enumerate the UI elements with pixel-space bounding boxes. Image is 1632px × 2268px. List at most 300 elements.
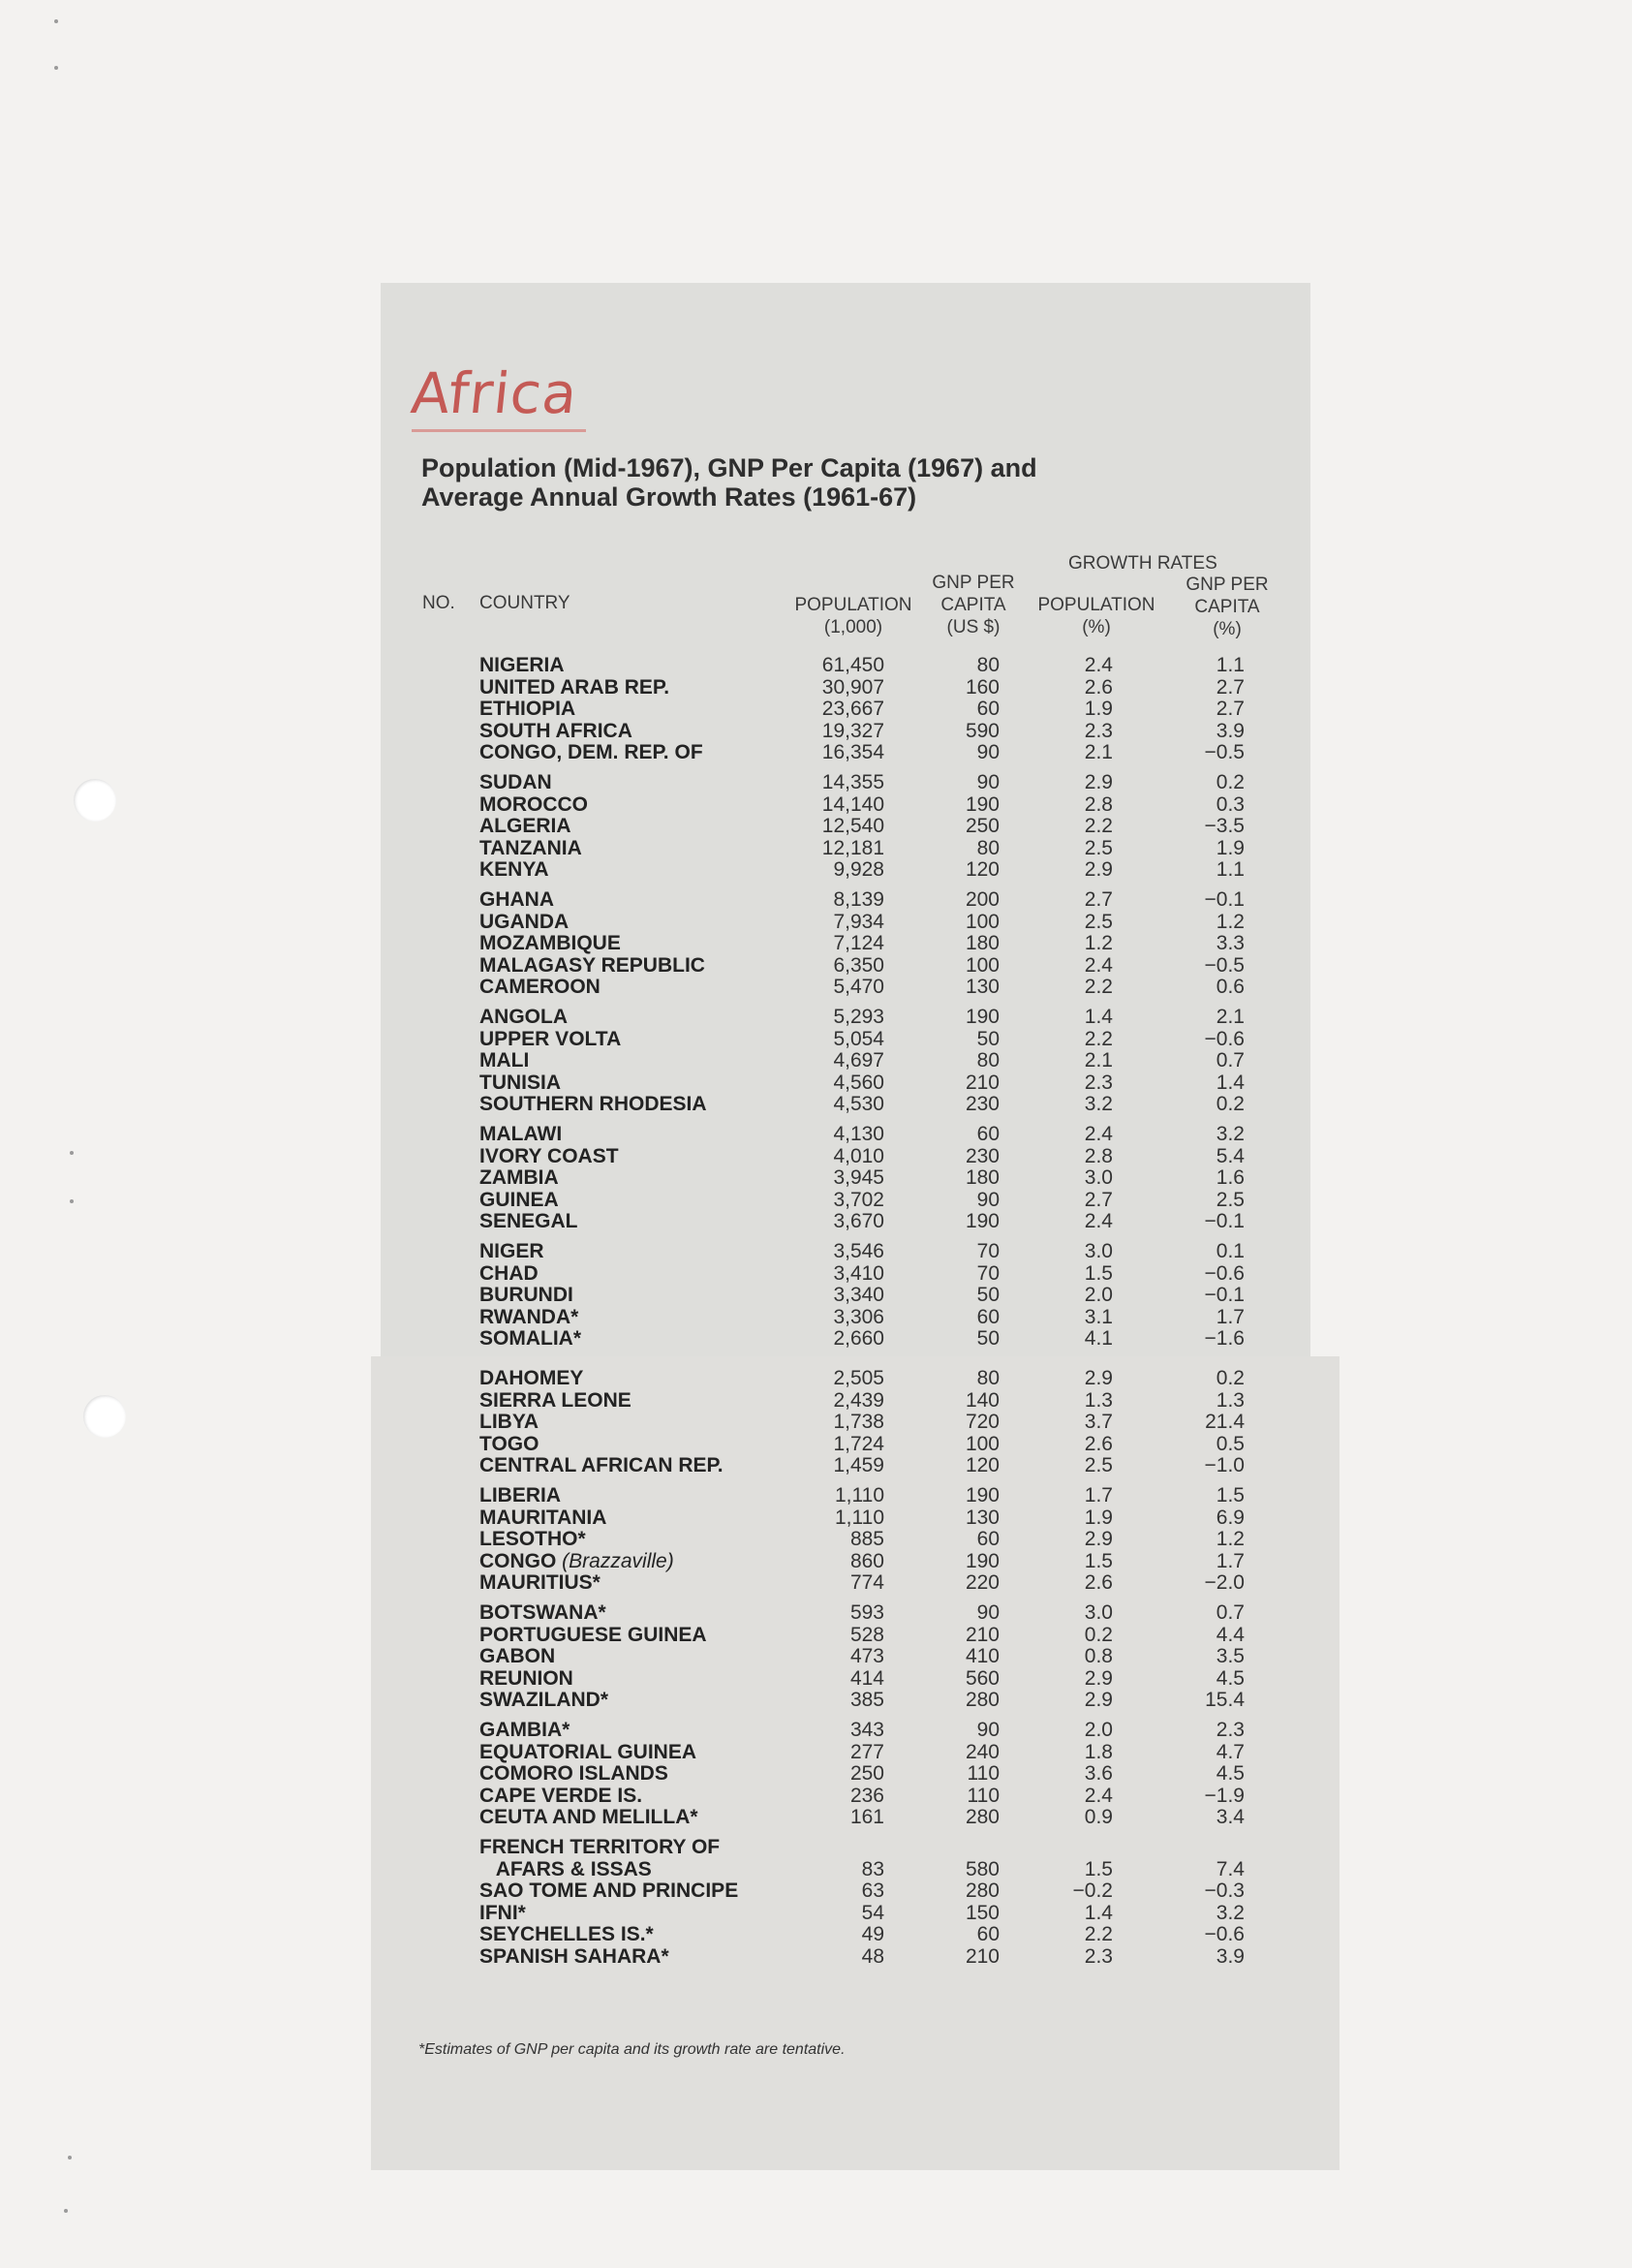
table-row	[0, 911, 1632, 933]
country-name: BOTSWANA*	[479, 1601, 606, 1624]
table-row	[0, 1806, 1632, 1828]
gnp-per-capita-value: 220	[965, 1571, 1000, 1595]
gnp-per-capita-value: 190	[965, 1006, 1000, 1028]
table-row	[0, 1880, 1632, 1902]
gnp-growth-value: 0.5	[1216, 1432, 1245, 1455]
gnp-per-capita-value: 240	[965, 1740, 1000, 1763]
table-row	[0, 815, 1632, 837]
population-growth-value: 0.2	[1084, 1623, 1113, 1646]
population-growth-value: 2.9	[1084, 1689, 1113, 1712]
country-name: NIGERIA	[479, 654, 565, 676]
table-row	[0, 1571, 1632, 1594]
population-value: 473	[849, 1645, 884, 1668]
header-no: NO.	[422, 593, 455, 613]
population-value: 23,667	[821, 698, 884, 721]
gnp-growth-value: −0.1	[1204, 1284, 1245, 1307]
gnp-growth-value: 3.5	[1216, 1645, 1245, 1668]
table-row	[0, 1072, 1632, 1094]
table-row	[0, 1411, 1632, 1433]
population-value: 63	[861, 1880, 884, 1903]
gnp-per-capita-value: 80	[976, 654, 1000, 676]
table-row	[0, 1166, 1632, 1189]
table-row	[0, 1762, 1632, 1785]
population-value: 161	[849, 1806, 884, 1829]
population-value: 4,560	[833, 1071, 884, 1094]
population-value: 5,470	[833, 976, 884, 999]
gnp-growth-value: −1.9	[1204, 1784, 1245, 1807]
country-name: IFNI*	[479, 1901, 526, 1924]
gnp-growth-value: −0.1	[1204, 1210, 1245, 1233]
gnp-growth-value: 2.7	[1216, 698, 1245, 721]
footnote: *Estimates of GNP per capita and its growth rate are tentative.	[418, 2041, 846, 2058]
gnp-per-capita-value: 250	[965, 815, 1000, 838]
population-value: 3,546	[833, 1240, 884, 1262]
population-value: 1,738	[833, 1411, 884, 1434]
gnp-per-capita-value: 130	[965, 1506, 1000, 1529]
population-value: 9,928	[833, 858, 884, 882]
table-row	[0, 676, 1632, 699]
gnp-growth-value: −0.5	[1204, 953, 1245, 977]
gnp-per-capita-value: 90	[976, 771, 1000, 793]
gnp-growth-value: 0.6	[1216, 976, 1245, 999]
gnp-growth-value: −0.1	[1204, 888, 1245, 911]
table-row	[0, 1719, 1632, 1741]
gnp-growth-value: 3.3	[1216, 932, 1245, 955]
gnp-per-capita-value: 560	[965, 1666, 1000, 1690]
gnp-per-capita-value: 410	[965, 1645, 1000, 1668]
population-value: 16,354	[821, 741, 884, 764]
population-growth-value: 1.2	[1084, 932, 1113, 955]
population-value: 30,907	[821, 675, 884, 699]
table-row	[0, 741, 1632, 763]
country-name: NIGER	[479, 1240, 544, 1262]
population-growth-value: 2.3	[1084, 1945, 1113, 1968]
table-row	[0, 1389, 1632, 1412]
gnp-growth-value: 1.7	[1216, 1305, 1245, 1328]
table-row	[0, 1189, 1632, 1211]
header-gnp-growth-line1: GNP PER	[1186, 575, 1269, 595]
table-row	[0, 1785, 1632, 1807]
table-row	[0, 1689, 1632, 1711]
population-growth-value: 1.9	[1084, 1506, 1113, 1529]
table-row	[0, 793, 1632, 816]
gnp-per-capita-value: 90	[976, 1601, 1000, 1624]
population-value: 4,697	[833, 1049, 884, 1072]
population-value: 1,110	[835, 1484, 884, 1507]
population-growth-value: −0.2	[1072, 1880, 1113, 1903]
population-growth-value: 2.9	[1084, 771, 1113, 793]
table-row	[0, 837, 1632, 859]
population-value: 19,327	[821, 719, 884, 742]
population-growth-value: 2.5	[1084, 910, 1113, 933]
table-row	[0, 1945, 1632, 1968]
population-growth-value: 1.5	[1084, 1549, 1113, 1572]
population-growth-value: 2.9	[1084, 1367, 1113, 1389]
population-value: 1,724	[833, 1432, 884, 1455]
population-growth-value: 2.0	[1084, 1719, 1113, 1741]
population-growth-value: 3.0	[1084, 1601, 1113, 1624]
gnp-growth-value: 1.5	[1216, 1484, 1245, 1507]
gnp-growth-value: 1.2	[1216, 910, 1245, 933]
header-country: COUNTRY	[479, 593, 570, 613]
country-name: CAPE VERDE IS.	[479, 1784, 643, 1807]
population-growth-value: 2.4	[1084, 1123, 1113, 1145]
table-row	[0, 1484, 1632, 1507]
gnp-growth-value: 7.4	[1216, 1857, 1245, 1880]
gnp-growth-value: −2.0	[1204, 1571, 1245, 1595]
population-growth-value: 1.3	[1084, 1388, 1113, 1412]
country-name: ZAMBIA	[479, 1166, 559, 1190]
population-growth-value: 2.9	[1084, 858, 1113, 882]
table-row	[0, 1327, 1632, 1350]
table-row	[0, 1210, 1632, 1232]
gnp-per-capita-value: 110	[967, 1784, 1000, 1807]
population-growth-value: 2.9	[1084, 1666, 1113, 1690]
population-value: 3,945	[833, 1166, 884, 1190]
gnp-per-capita-value: 720	[965, 1411, 1000, 1434]
table-title	[421, 453, 1196, 512]
population-growth-value: 2.5	[1084, 836, 1113, 859]
table-row	[0, 654, 1632, 676]
population-value: 860	[849, 1549, 884, 1572]
population-growth-value: 2.6	[1084, 675, 1113, 699]
gnp-per-capita-value: 280	[965, 1806, 1000, 1829]
country-name: ANGOLA	[479, 1006, 568, 1028]
gnp-per-capita-value: 60	[976, 1528, 1000, 1551]
gnp-growth-value: 2.1	[1216, 1006, 1245, 1028]
gnp-growth-value: 4.4	[1216, 1623, 1245, 1646]
population-growth-value: 2.1	[1084, 1049, 1113, 1072]
gnp-growth-value: −0.3	[1204, 1880, 1245, 1903]
table-row	[0, 1667, 1632, 1690]
population-value: 277	[849, 1740, 884, 1763]
table-row	[0, 1123, 1632, 1145]
gnp-per-capita-value: 130	[965, 976, 1000, 999]
speck	[68, 2156, 72, 2159]
population-value: 54	[861, 1901, 884, 1924]
speck	[54, 66, 58, 70]
speck	[54, 19, 58, 23]
country-name: CONGO (Brazzaville)	[479, 1549, 674, 1572]
table-row	[0, 1262, 1632, 1285]
population-value: 236	[849, 1784, 884, 1807]
country-name: FRENCH TERRITORY OF	[479, 1836, 721, 1858]
table-row	[0, 1454, 1632, 1476]
gnp-per-capita-value: 190	[965, 1210, 1000, 1233]
country-name: SOUTH AFRICA	[479, 719, 632, 742]
table-row	[0, 1367, 1632, 1389]
header-gnp-growth-line2: CAPITA	[1194, 597, 1260, 617]
population-growth-value: 2.0	[1084, 1284, 1113, 1307]
population-value: 250	[849, 1762, 884, 1786]
gnp-growth-value: 1.2	[1216, 1528, 1245, 1551]
gnp-per-capita-value: 100	[965, 910, 1000, 933]
title-line-1: Population (Mid-1967), GNP Per Capita (1967) and	[421, 453, 1037, 482]
population-value: 7,934	[833, 910, 884, 933]
table-row	[0, 1645, 1632, 1667]
population-growth-value: 2.2	[1084, 1923, 1113, 1946]
population-growth-value: 2.2	[1084, 976, 1113, 999]
population-value: 3,306	[833, 1305, 884, 1328]
population-value: 49	[861, 1923, 884, 1946]
population-growth-value: 2.7	[1084, 888, 1113, 911]
population-value: 2,505	[833, 1367, 884, 1389]
gnp-growth-value: 0.2	[1216, 771, 1245, 793]
gnp-growth-value: 4.5	[1216, 1666, 1245, 1690]
header-gnp-per-capita	[922, 572, 1025, 638]
gnp-per-capita-value: 80	[976, 836, 1000, 859]
gnp-per-capita-value: 180	[965, 1166, 1000, 1190]
speck	[64, 2209, 68, 2213]
table-row	[0, 1028, 1632, 1050]
population-growth-value: 2.8	[1084, 792, 1113, 816]
table-row	[0, 720, 1632, 742]
gnp-growth-value: 21.4	[1205, 1411, 1245, 1434]
gnp-growth-value: −0.6	[1204, 1923, 1245, 1946]
table-row	[0, 1741, 1632, 1763]
table-row	[0, 888, 1632, 911]
header-pop-growth-unit: (%)	[1082, 617, 1111, 637]
table-row	[0, 1550, 1632, 1572]
population-value: 4,010	[833, 1144, 884, 1167]
population-value: 6,350	[833, 953, 884, 977]
population-growth-value: 2.2	[1084, 1027, 1113, 1050]
population-growth-value: 1.9	[1084, 698, 1113, 721]
population-growth-value: 2.9	[1084, 1528, 1113, 1551]
gnp-per-capita-value: 90	[976, 741, 1000, 764]
country-name: SOUTHERN RHODESIA	[479, 1093, 707, 1116]
table-row	[0, 1624, 1632, 1646]
population-value: 7,124	[833, 932, 884, 955]
table-row	[0, 1240, 1632, 1262]
gnp-per-capita-value: 210	[965, 1071, 1000, 1094]
population-value: 343	[849, 1719, 884, 1741]
country-name: CEUTA AND MELILLA*	[479, 1806, 698, 1829]
table-row	[0, 1528, 1632, 1550]
country-name: GABON	[479, 1645, 556, 1668]
gnp-growth-value: 0.7	[1216, 1601, 1245, 1624]
population-value: 3,670	[833, 1210, 884, 1233]
population-growth-value: 0.8	[1084, 1645, 1113, 1668]
population-growth-value: 2.4	[1084, 953, 1113, 977]
population-growth-value: 2.4	[1084, 1784, 1113, 1807]
population-growth-value: 2.2	[1084, 815, 1113, 838]
country-name: SAO TOME AND PRINCIPE	[479, 1880, 739, 1903]
country-name: SEYCHELLES IS.*	[479, 1923, 654, 1946]
country-name: TANZANIA	[479, 836, 582, 859]
gnp-per-capita-value: 190	[965, 1549, 1000, 1572]
country-name: GAMBIA*	[479, 1719, 570, 1741]
table-row	[0, 771, 1632, 793]
population-value: 14,140	[821, 792, 884, 816]
population-growth-value: 1.5	[1084, 1261, 1113, 1285]
country-name: GHANA	[479, 888, 554, 911]
population-value: 774	[849, 1571, 884, 1595]
gnp-per-capita-value: 60	[976, 698, 1000, 721]
handwritten-annotation: Africa	[408, 360, 581, 426]
gnp-per-capita-value: 160	[965, 675, 1000, 699]
population-growth-value: 2.4	[1084, 654, 1113, 676]
gnp-per-capita-value: 580	[965, 1857, 1000, 1880]
population-growth-value: 1.7	[1084, 1484, 1113, 1507]
gnp-growth-value: 2.5	[1216, 1188, 1245, 1211]
gnp-per-capita-value: 50	[976, 1284, 1000, 1307]
gnp-growth-value: 2.7	[1216, 675, 1245, 699]
population-growth-value: 1.4	[1084, 1006, 1113, 1028]
gnp-growth-value: 15.4	[1205, 1689, 1245, 1712]
country-name: RWANDA*	[479, 1305, 579, 1328]
population-value: 4,530	[833, 1093, 884, 1116]
table-row	[0, 1006, 1632, 1028]
header-gnp-unit: (US $)	[946, 617, 1001, 637]
gnp-per-capita-value: 150	[965, 1901, 1000, 1924]
population-value: 3,410	[833, 1261, 884, 1285]
population-value: 5,293	[833, 1006, 884, 1028]
country-name: TOGO	[479, 1432, 539, 1455]
gnp-per-capita-value: 280	[965, 1880, 1000, 1903]
country-name: MOZAMBIQUE	[479, 932, 621, 955]
country-name: GUINEA	[479, 1188, 559, 1211]
gnp-per-capita-value: 70	[976, 1261, 1000, 1285]
country-name: LIBERIA	[479, 1484, 561, 1507]
population-value: 414	[849, 1666, 884, 1690]
gnp-growth-value: 1.7	[1216, 1549, 1245, 1572]
population-value: 4,130	[833, 1123, 884, 1145]
gnp-per-capita-value: 50	[976, 1027, 1000, 1050]
population-growth-value: 2.1	[1084, 741, 1113, 764]
table-row	[0, 1923, 1632, 1945]
gnp-per-capita-value: 120	[965, 858, 1000, 882]
gnp-per-capita-value: 230	[965, 1144, 1000, 1167]
gnp-per-capita-value: 90	[976, 1719, 1000, 1741]
country-name: MAURITANIA	[479, 1506, 607, 1529]
population-growth-value: 3.1	[1084, 1305, 1113, 1328]
country-name: MALAGASY REPUBLIC	[479, 953, 705, 977]
gnp-growth-value: −0.6	[1204, 1027, 1245, 1050]
header-pop-growth	[1029, 594, 1164, 638]
gnp-per-capita-value: 90	[976, 1188, 1000, 1211]
gnp-per-capita-value: 590	[965, 719, 1000, 742]
title-line-2: Average Annual Growth Rates (1961-67)	[421, 482, 917, 512]
gnp-per-capita-value: 120	[965, 1454, 1000, 1477]
gnp-growth-value: 1.4	[1216, 1071, 1245, 1094]
country-name: TUNISIA	[479, 1071, 561, 1094]
population-value: 48	[861, 1945, 884, 1968]
gnp-per-capita-value: 190	[965, 792, 1000, 816]
gnp-per-capita-value: 190	[965, 1484, 1000, 1507]
table-row	[0, 1858, 1632, 1880]
country-name: ALGERIA	[479, 815, 571, 838]
country-name: CENTRAL AFRICAN REP.	[479, 1454, 724, 1477]
population-growth-value: 1.4	[1084, 1901, 1113, 1924]
table-row	[0, 954, 1632, 977]
gnp-growth-value: 2.3	[1216, 1719, 1245, 1741]
population-value: 3,702	[833, 1188, 884, 1211]
country-name: KENYA	[479, 858, 549, 882]
gnp-growth-value: 1.9	[1216, 836, 1245, 859]
population-growth-value: 2.4	[1084, 1210, 1113, 1233]
country-name: DAHOMEY	[479, 1367, 584, 1389]
population-growth-value: 2.3	[1084, 1071, 1113, 1094]
population-growth-value: 2.5	[1084, 1454, 1113, 1477]
header-population-label: POPULATION	[794, 595, 912, 615]
table-row	[0, 1601, 1632, 1624]
gnp-growth-value: 3.4	[1216, 1806, 1245, 1829]
country-name: REUNION	[479, 1666, 573, 1690]
table-row	[0, 1507, 1632, 1529]
country-name: UNITED ARAB REP.	[479, 675, 670, 699]
population-value: 2,660	[833, 1327, 884, 1351]
population-growth-value: 3.0	[1084, 1240, 1113, 1262]
gnp-growth-value: 3.9	[1216, 719, 1245, 742]
gnp-per-capita-value: 80	[976, 1049, 1000, 1072]
population-growth-value: 2.6	[1084, 1432, 1113, 1455]
population-value: 385	[849, 1689, 884, 1712]
header-gnp-line2: CAPITA	[940, 595, 1006, 615]
population-value: 3,340	[833, 1284, 884, 1307]
gnp-growth-value: −3.5	[1204, 815, 1245, 838]
gnp-growth-value: −1.0	[1204, 1454, 1245, 1477]
population-growth-value: 0.9	[1084, 1806, 1113, 1829]
gnp-growth-value: 0.7	[1216, 1049, 1245, 1072]
population-growth-value: 3.2	[1084, 1093, 1113, 1116]
population-value: 593	[849, 1601, 884, 1624]
population-growth-value: 2.6	[1084, 1571, 1113, 1595]
table-row	[0, 976, 1632, 998]
header-population	[787, 594, 919, 638]
gnp-per-capita-value: 200	[965, 888, 1000, 911]
header-population-unit: (1,000)	[823, 617, 883, 637]
country-name: IVORY COAST	[479, 1144, 619, 1167]
gnp-per-capita-value: 50	[976, 1327, 1000, 1351]
country-name: COMORO ISLANDS	[479, 1762, 668, 1786]
gnp-growth-value: −0.6	[1204, 1261, 1245, 1285]
population-value: 8,139	[833, 888, 884, 911]
gnp-growth-value: 4.5	[1216, 1762, 1245, 1786]
country-name: CHAD	[479, 1261, 539, 1285]
country-name: EQUATORIAL GUINEA	[479, 1740, 697, 1763]
country-name: SENEGAL	[479, 1210, 578, 1233]
gnp-per-capita-value: 70	[976, 1240, 1000, 1262]
gnp-growth-value: 0.1	[1216, 1240, 1245, 1262]
country-name: UGANDA	[479, 910, 570, 933]
country-name: MOROCCO	[479, 792, 588, 816]
gnp-per-capita-value: 60	[976, 1123, 1000, 1145]
country-name: MALI	[479, 1049, 530, 1072]
table-row	[0, 1306, 1632, 1328]
population-value: 5,054	[833, 1027, 884, 1050]
population-value: 12,181	[821, 836, 884, 859]
country-name: ETHIOPIA	[479, 698, 576, 721]
table-row	[0, 1145, 1632, 1167]
country-name: SIERRA LEONE	[479, 1388, 631, 1412]
population-value: 14,355	[821, 771, 884, 793]
country-name: UPPER VOLTA	[479, 1027, 622, 1050]
table-row	[0, 1093, 1632, 1115]
country-name: MALAWI	[479, 1123, 563, 1145]
gnp-per-capita-value: 110	[967, 1762, 1000, 1786]
population-value: 528	[849, 1623, 884, 1646]
population-value: 885	[849, 1528, 884, 1551]
country-name: AFARS & ISSAS	[479, 1857, 652, 1880]
population-growth-value: 2.7	[1084, 1188, 1113, 1211]
population-value: 2,439	[833, 1388, 884, 1412]
table-row	[0, 1836, 1632, 1858]
country-name: MAURITIUS*	[479, 1571, 600, 1595]
gnp-growth-value: 6.9	[1216, 1506, 1245, 1529]
gnp-per-capita-value: 60	[976, 1923, 1000, 1946]
gnp-growth-value: 1.3	[1216, 1388, 1245, 1412]
